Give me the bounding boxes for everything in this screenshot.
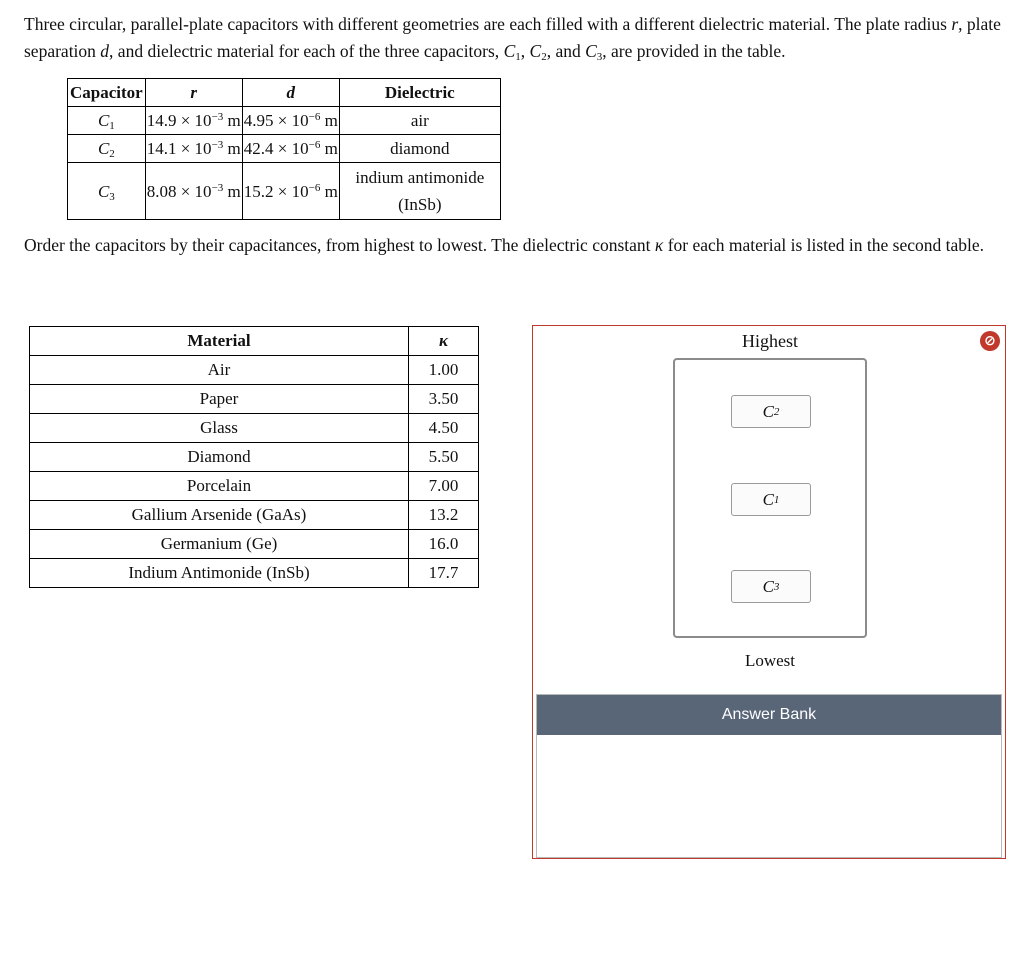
- answer-bank[interactable]: [536, 694, 1002, 858]
- cell-dielectric: [339, 163, 500, 220]
- cell-material: Diamond: [30, 443, 409, 472]
- ranking-drop-zone[interactable]: [673, 358, 867, 638]
- cell-kappa: 17.7: [409, 559, 479, 588]
- chip-label: C: [762, 576, 774, 596]
- cell-kappa: 16.0: [409, 530, 479, 559]
- intro-text: ,: [520, 41, 530, 61]
- r-mantissa: 8.08 × 10: [146, 181, 212, 201]
- d-unit: m: [320, 110, 338, 130]
- intro-text: , plate separation: [24, 14, 1001, 61]
- ranking-item-c2[interactable]: C 2: [731, 395, 811, 428]
- d-mantissa: 4.95 × 10: [243, 110, 309, 130]
- cell-d: [242, 135, 339, 163]
- table-row: [30, 356, 479, 385]
- cell-material: Paper: [30, 385, 409, 414]
- d-unit: m: [320, 138, 338, 158]
- material-table: [29, 326, 479, 588]
- var-r: r: [951, 14, 959, 34]
- cell-kappa: 3.50: [409, 385, 479, 414]
- cell-d: [242, 107, 339, 135]
- table-row: [68, 163, 501, 220]
- cell-kappa: 7.00: [409, 472, 479, 501]
- d-mantissa: 15.2 × 10: [243, 181, 309, 201]
- var-kappa: κ: [654, 235, 664, 255]
- var-c3: C: [585, 41, 597, 61]
- lowest-label: Lowest: [744, 651, 796, 670]
- cell-capacitor: [68, 135, 146, 163]
- cap-sub: 2: [109, 147, 115, 160]
- r-mantissa: 14.1 × 10: [146, 138, 212, 158]
- material-table-header: [30, 327, 479, 356]
- ranking-item-c3[interactable]: C 3: [731, 570, 811, 603]
- cell-material: Gallium Arsenide (GaAs): [30, 501, 409, 530]
- header-d: [242, 79, 339, 107]
- cell-r: [145, 163, 242, 220]
- cell-kappa: 5.50: [409, 443, 479, 472]
- header-kappa: [409, 327, 479, 356]
- table-row: [68, 107, 501, 135]
- r-unit: m: [223, 138, 241, 158]
- header-material: Material: [30, 327, 409, 356]
- header-d-label: d: [286, 82, 296, 102]
- ranking-widget: [532, 325, 1006, 859]
- dielectric-line2: (InSb): [398, 195, 442, 214]
- d-unit: m: [320, 181, 338, 201]
- cell-capacitor: [68, 107, 146, 135]
- r-unit: m: [223, 110, 241, 130]
- cap-label: C: [97, 181, 110, 201]
- table-row: [30, 530, 479, 559]
- highest-label: Highest: [742, 331, 798, 351]
- header-r: [145, 79, 242, 107]
- r-unit: m: [223, 181, 241, 201]
- chip-label: C: [762, 401, 774, 421]
- answer-bank-header: Answer Bank: [537, 695, 1001, 735]
- header-dielectric: Dielectric: [339, 79, 500, 107]
- cell-material: Air: [30, 356, 409, 385]
- var-c3-sub: 3: [596, 51, 603, 63]
- cell-material: Germanium (Ge): [30, 530, 409, 559]
- cell-d: [242, 163, 339, 220]
- intro-text: Three circular, parallel-plate capacitors with different geometries are each filled with a different dielectric material. The plate radius: [24, 14, 952, 34]
- table-row: [30, 443, 479, 472]
- var-c2-sub: 2: [541, 51, 547, 63]
- intro-text: , are provided in the table.: [602, 41, 786, 61]
- order-instructions: [24, 232, 1004, 259]
- capacitor-table: [67, 78, 501, 220]
- header-r-label: r: [190, 82, 198, 102]
- d-exponent: −6: [308, 110, 321, 123]
- d-exponent: −6: [308, 138, 321, 151]
- problem-intro: [24, 11, 1004, 65]
- intro-text: , and: [546, 41, 586, 61]
- r-exponent: −3: [211, 110, 224, 123]
- var-c1: C: [503, 41, 516, 61]
- cell-capacitor: [68, 163, 146, 220]
- capacitor-table-header: [68, 79, 501, 107]
- order-text: for each material is listed in the second table.: [663, 235, 985, 255]
- cap-label: C: [97, 110, 110, 130]
- cell-dielectric: air: [339, 107, 500, 135]
- cell-kappa: 1.00: [409, 356, 479, 385]
- table-row: [30, 385, 479, 414]
- cell-kappa: 13.2: [409, 501, 479, 530]
- cap-sub: 3: [109, 190, 115, 203]
- table-row: [30, 414, 479, 443]
- cell-material: Porcelain: [30, 472, 409, 501]
- cell-r: [145, 107, 242, 135]
- r-exponent: −3: [211, 138, 224, 151]
- cell-r: [145, 135, 242, 163]
- var-c2: C: [529, 41, 542, 61]
- cell-material: Indium Antimonide (InSb): [30, 559, 409, 588]
- r-mantissa: 14.9 × 10: [146, 110, 212, 130]
- chip-label: C: [762, 489, 774, 509]
- cap-label: C: [97, 138, 110, 158]
- table-row: [30, 472, 479, 501]
- var-c1-sub: 1: [515, 51, 521, 63]
- header-capacitor: Capacitor: [68, 79, 146, 107]
- table-row: [30, 559, 479, 588]
- cell-dielectric: diamond: [339, 135, 500, 163]
- r-exponent: −3: [211, 181, 224, 194]
- cell-material: Glass: [30, 414, 409, 443]
- table-row: [68, 135, 501, 163]
- header-kappa-label: κ: [438, 331, 448, 350]
- cap-sub: 1: [109, 119, 115, 132]
- d-mantissa: 42.4 × 10: [243, 138, 309, 158]
- order-text: Order the capacitors by their capacitances, from highest to lowest. The dielectric constant: [24, 235, 655, 255]
- ranking-item-c1[interactable]: C 1: [731, 483, 811, 516]
- intro-text: , and dielectric material for each of the three capacitors,: [109, 41, 504, 61]
- d-exponent: −6: [308, 181, 321, 194]
- cell-kappa: 4.50: [409, 414, 479, 443]
- dielectric-line1: indium antimonide: [355, 168, 485, 187]
- var-d: d: [100, 41, 110, 61]
- table-row: [30, 501, 479, 530]
- incorrect-alert-icon: ⊘: [980, 331, 1000, 351]
